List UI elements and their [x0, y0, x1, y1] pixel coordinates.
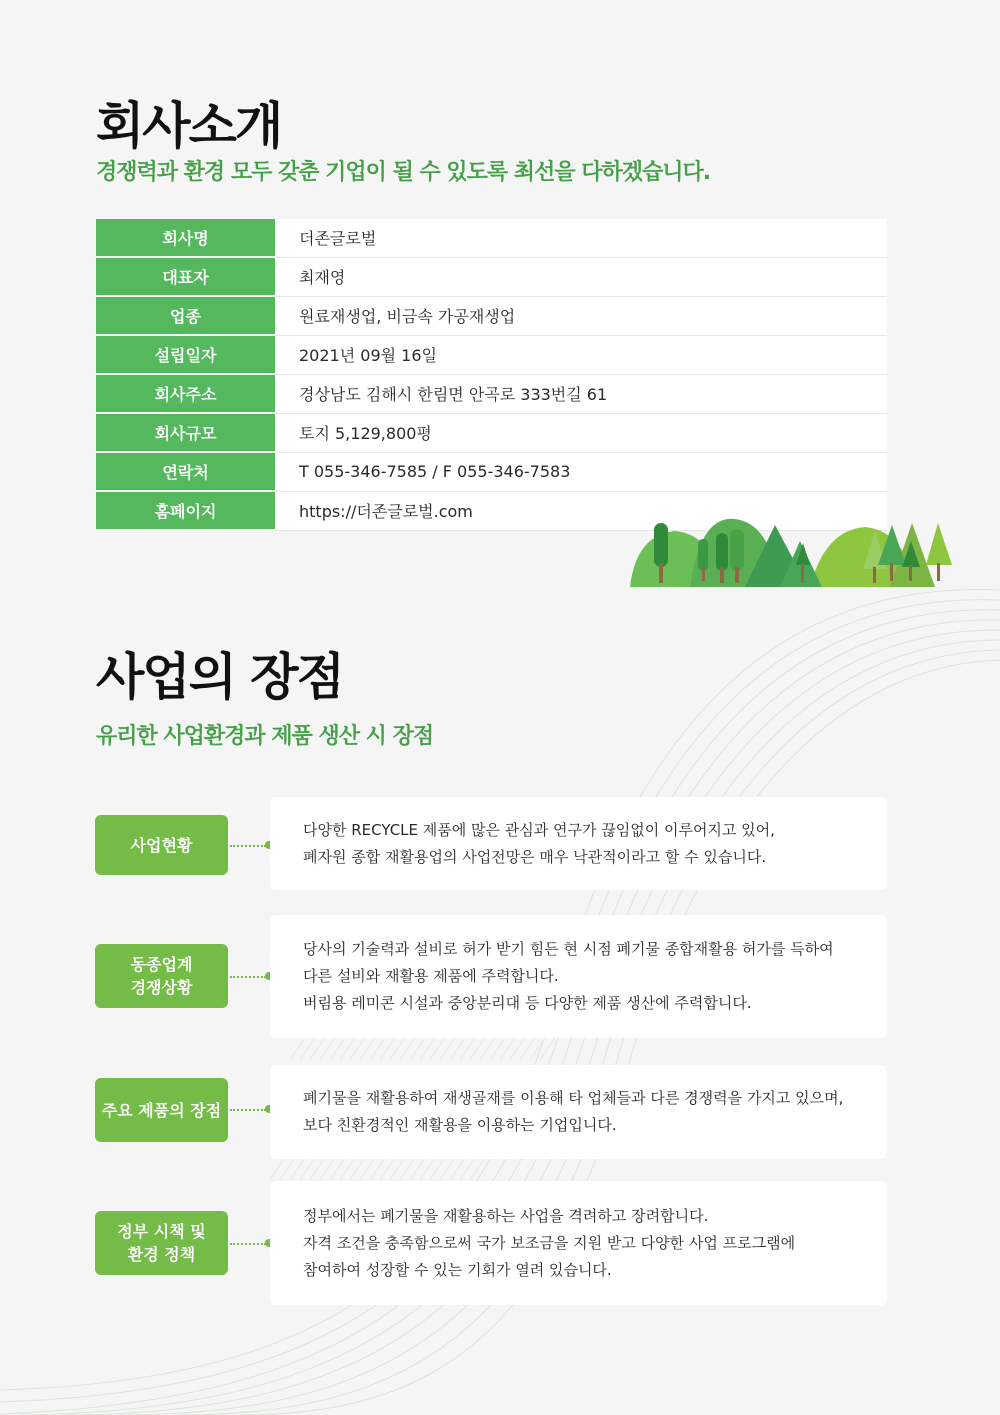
advantages-title: 사업의 장점 [96, 648, 343, 706]
advantages-subtitle: 유리한 사업환경과 제품 생산 시 장점 [96, 724, 434, 749]
description-line: 폐기물을 재활용하여 재생골재를 이용해 타 업체들과 다른 경쟁력을 가지고 있으며, [303, 1089, 844, 1107]
advantage-item [95, 1181, 887, 1305]
forest-illustration [630, 505, 960, 587]
row-value: 더존글로벌 [275, 219, 887, 257]
table-row [96, 219, 887, 257]
description-line: 보다 친환경적인 재활용을 이용하는 기업입니다. [303, 1116, 617, 1134]
table-row [96, 296, 887, 335]
description-line: 다양한 RECYCLE 제품에 많은 관심과 연구가 끊임없이 이루어지고 있어, [303, 820, 775, 839]
row-key: 연락처 [96, 452, 275, 491]
advantage-item [95, 1065, 887, 1159]
description-line: 폐자원 종합 재활용업의 사업전망은 매우 낙관적이라고 할 수 있습니다. [303, 847, 767, 866]
advantage-label: 정부 시책 및 환경 정책 [95, 1211, 228, 1275]
row-value: 최재영 [275, 257, 887, 296]
description-line: 정부에서는 폐기물을 재활용하는 사업을 격려하고 장려합니다. [303, 1206, 709, 1225]
table-row [96, 413, 887, 452]
advantage-description [270, 1065, 887, 1159]
description-line: 버림용 레미콘 시설과 중앙분리대 등 다양한 제품 생산에 주력합니다. [303, 994, 752, 1012]
row-value: T 055-346-7585 / F 055-346-7583 [275, 452, 887, 491]
company-intro-title: 회사소개 [96, 97, 282, 155]
row-value: 원료재생업, 비금속 가공재생업 [275, 296, 887, 335]
row-key: 회사규모 [96, 413, 275, 452]
row-value: 경상남도 김해시 한림면 안곡로 333번길 61 [275, 374, 887, 413]
description-line: 다른 설비와 재활용 제품에 주력합니다. [303, 967, 559, 985]
advantage-label: 주요 제품의 장점 [95, 1078, 228, 1142]
row-key: 설립일자 [96, 335, 275, 374]
row-value[interactable]: https://더존글로벌.com [275, 491, 887, 530]
connector-line [230, 845, 266, 847]
advantage-description [270, 1181, 887, 1305]
table-row [96, 335, 887, 374]
connector-line [230, 1243, 266, 1245]
row-key: 회사명 [96, 219, 275, 257]
row-key: 업종 [96, 296, 275, 335]
table-row [96, 257, 887, 296]
description-line: 자격 조건을 충족함으로써 국가 보조금을 지원 받고 다양한 사업 프로그램에 [303, 1233, 796, 1252]
advantage-label: 사업현황 [95, 815, 228, 875]
company-info-table [96, 219, 887, 531]
advantage-label: 동종업계 경쟁상황 [95, 944, 228, 1008]
row-key: 대표자 [96, 257, 275, 296]
row-value: 2021년 09월 16일 [275, 335, 887, 374]
connector-line [230, 976, 266, 978]
table-row [96, 374, 887, 413]
advantage-description [270, 915, 887, 1038]
advantage-description [270, 797, 887, 890]
description-line: 참여하여 성장할 수 있는 기회가 열려 있습니다. [303, 1260, 612, 1279]
row-value: 토지 5,129,800평 [275, 413, 887, 452]
company-intro-subtitle: 경쟁력과 환경 모두 갖춘 기업이 될 수 있도록 최선을 다하겠습니다. [96, 160, 711, 185]
description-line: 당사의 기술력과 설비로 허가 받기 힘든 현 시점 폐기물 종합재활용 허가를 득하여 [303, 940, 834, 958]
table-row [96, 452, 887, 491]
row-key: 홈페이지 [96, 491, 275, 530]
connector-line [230, 1109, 266, 1111]
row-key: 회사주소 [96, 374, 275, 413]
advantage-item [95, 797, 887, 890]
advantage-item [95, 915, 887, 1038]
